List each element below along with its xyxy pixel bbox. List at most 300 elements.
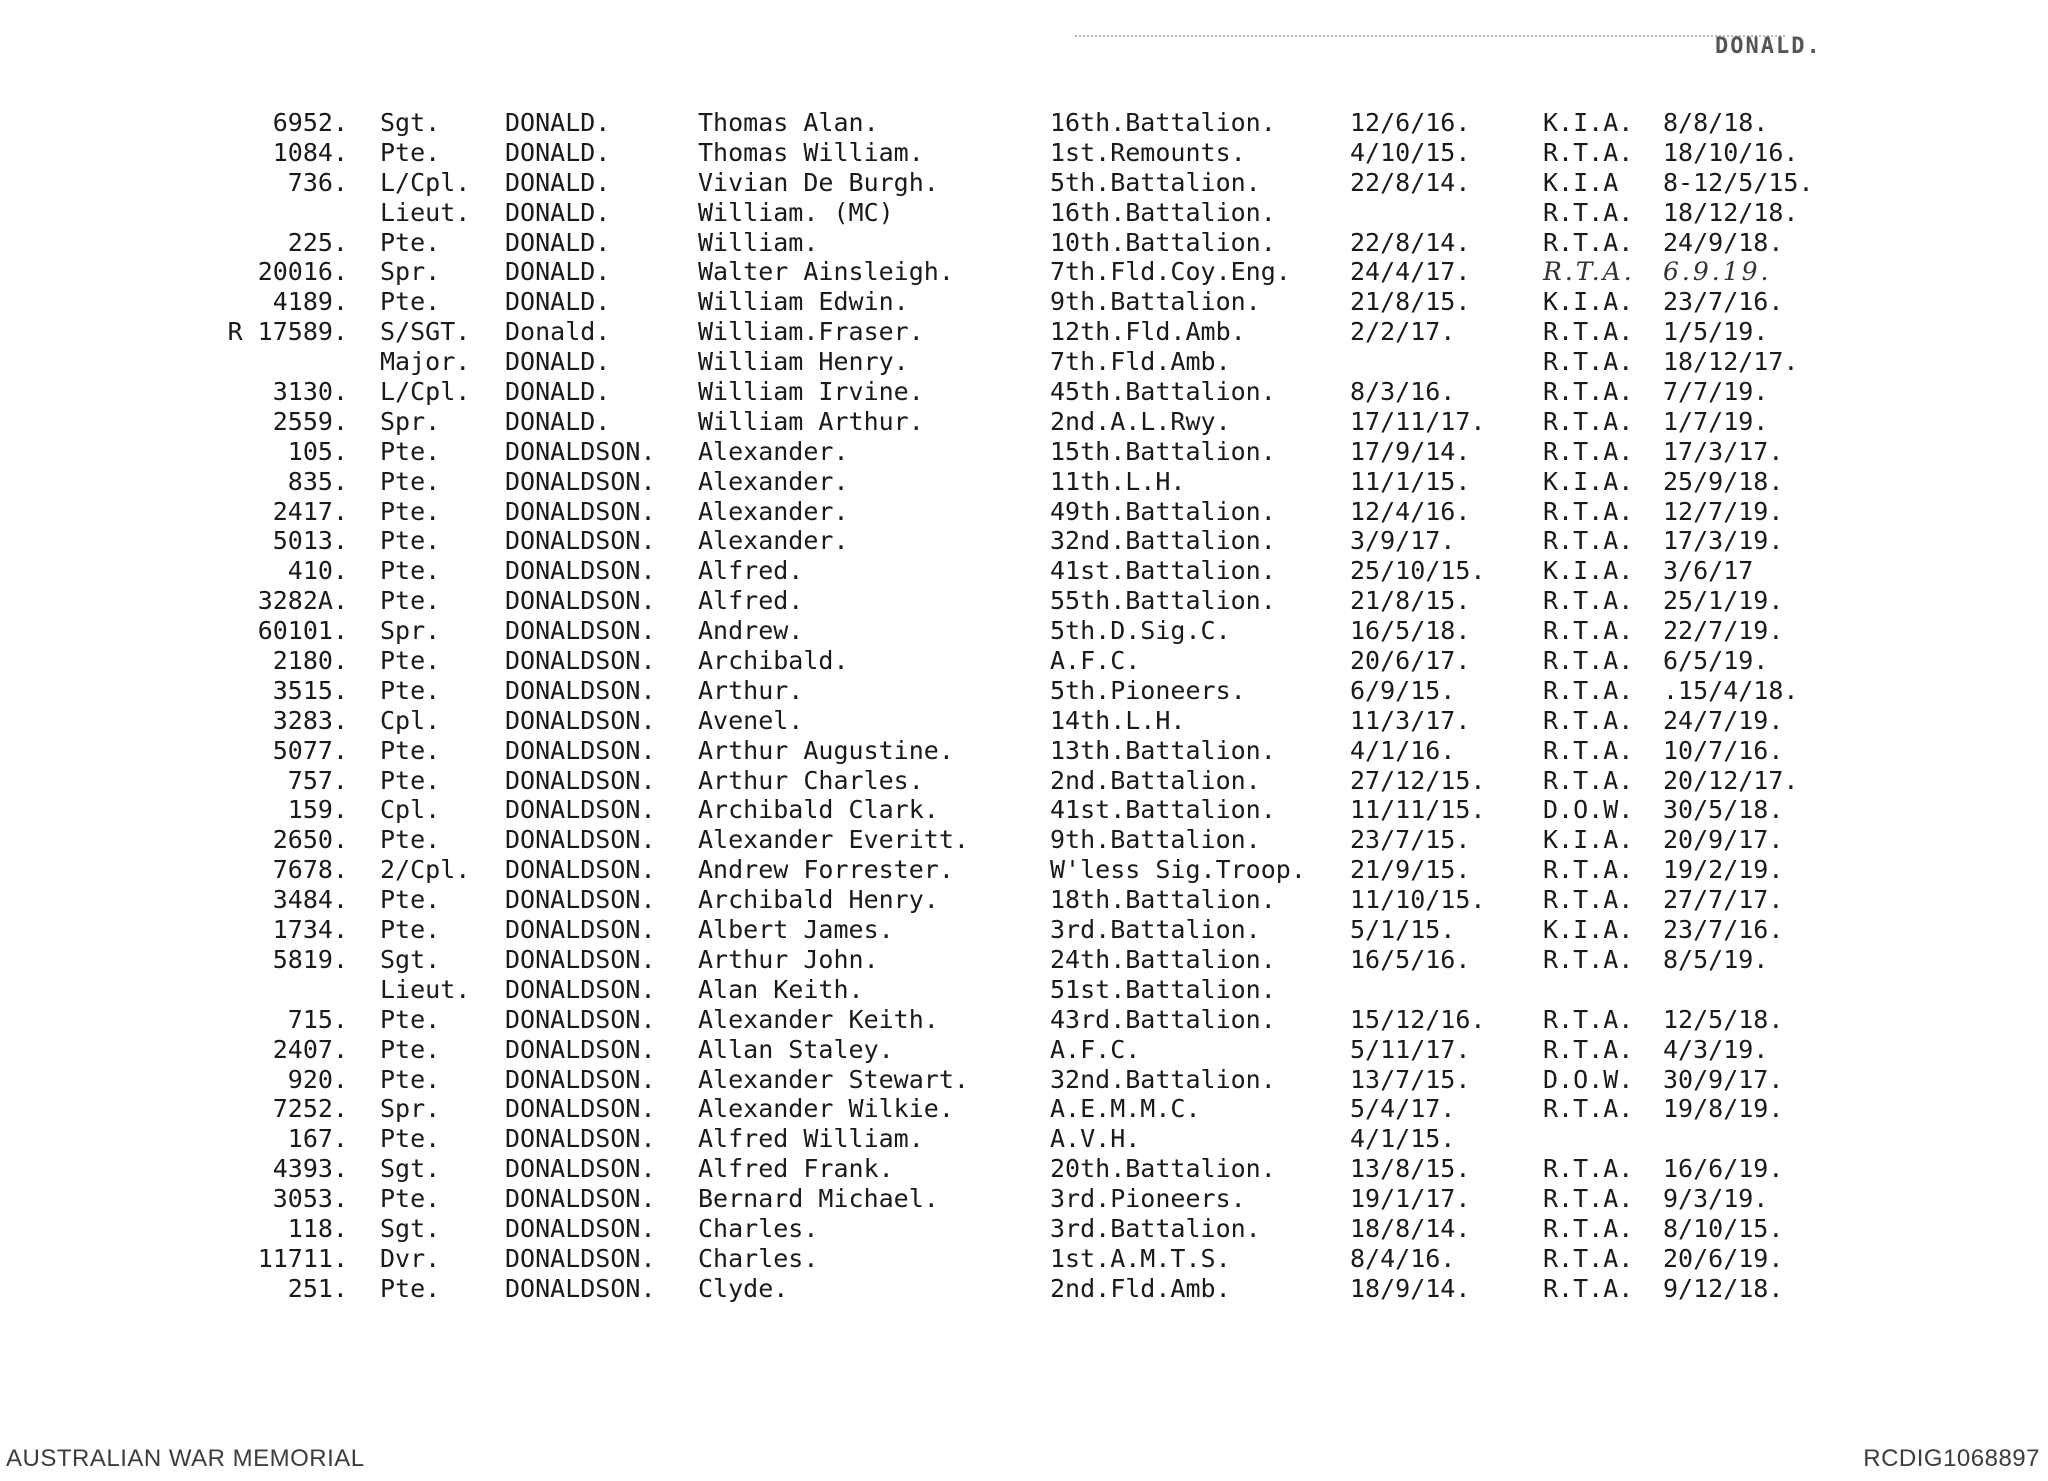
surname-cell: DONALD. [505,257,611,287]
surname-cell: DONALDSON. [505,795,656,825]
fate-cell: R.T.A. [1543,496,1634,526]
enlistment-date-cell: 19/1/17. [1350,1184,1471,1214]
given-names-cell: Arthur. [698,675,804,705]
surname-cell: DONALDSON. [505,466,656,496]
enlistment-date-cell: 12/6/16. [1350,108,1471,137]
unit-cell: 2nd.Battalion. [1050,765,1261,795]
fate-date-cell: 9/12/18. [1663,1273,1784,1303]
fate-date-cell: 24/9/18. [1663,227,1784,257]
fate-date-cell: 18/12/17. [1663,347,1799,377]
given-names-cell: Thomas Alan. [698,108,879,137]
service-number-cell: 2180. [272,646,348,676]
given-names-cell: Archibald. [698,646,849,676]
surname-tab: DONALD. [1715,34,1822,59]
service-number-cell: 736. [287,167,348,197]
table-row [0,1065,2048,1095]
unit-cell: 1st.A.M.T.S. [1050,1243,1231,1273]
fate-date-cell: 7/7/19. [1663,377,1769,407]
surname-cell: DONALDSON. [505,1124,656,1154]
surname-cell: DONALDSON. [505,705,656,735]
fate-date-cell: 17/3/19. [1663,526,1784,556]
service-number-cell: R 17589. [227,317,348,347]
enlistment-date-cell: 15/12/16. [1350,1004,1486,1034]
service-number-cell: 3053. [272,1184,348,1214]
given-names-cell: Albert James. [698,915,894,945]
surname-cell: DONALDSON. [505,1273,656,1303]
enlistment-date-cell: 25/10/15. [1350,556,1486,586]
rank-cell: Pte. [380,526,441,556]
enlistment-date-cell: 16/5/18. [1350,616,1471,646]
given-names-cell: Arthur Charles. [698,765,924,795]
rank-cell: Spr. [380,257,441,287]
unit-cell: 9th.Battalion. [1050,825,1261,855]
table-row [0,885,2048,915]
unit-cell: 24th.Battalion. [1050,944,1276,974]
fate-date-cell: 30/5/18. [1663,795,1784,825]
fate-date-cell: 23/7/16. [1663,915,1784,945]
service-number-cell: 5013. [272,526,348,556]
service-number-cell: 3484. [272,885,348,915]
enlistment-date-cell: 18/9/14. [1350,1273,1471,1303]
table-row [0,287,2048,317]
enlistment-date-cell: 13/7/15. [1350,1064,1471,1094]
enlistment-date-cell: 18/8/14. [1350,1213,1471,1243]
enlistment-date-cell: 22/8/14. [1350,227,1471,257]
fate-cell: R.T.A. [1543,227,1634,257]
enlistment-date-cell: 21/9/15. [1350,855,1471,885]
unit-cell: 41st.Battalion. [1050,556,1276,586]
service-number-cell: 2417. [272,496,348,526]
service-number-cell: 4393. [272,1154,348,1184]
surname-cell: DONALDSON. [505,646,656,676]
table-row [0,646,2048,676]
fate-cell: R.T.A. [1543,646,1634,676]
fate-date-cell: 17/3/17. [1663,436,1784,466]
rank-cell: Pte. [380,1034,441,1064]
rank-cell: Sgt. [380,944,441,974]
fate-cell: K.I.A. [1543,915,1634,945]
enlistment-date-cell: 23/7/15. [1350,825,1471,855]
fate-cell: R.T.A. [1543,855,1634,885]
fate-date-cell: 20/6/19. [1663,1243,1784,1273]
given-names-cell: Vivian De Burgh. [698,167,939,197]
fate-date-cell: .15/4/18. [1663,675,1799,705]
rank-cell: Pte. [380,466,441,496]
unit-cell: 12th.Fld.Amb. [1050,317,1246,347]
enlistment-date-cell: 6/9/15. [1350,675,1456,705]
surname-cell: DONALDSON. [505,974,656,1004]
fate-date-cell: 19/8/19. [1663,1094,1784,1124]
unit-cell: 15th.Battalion. [1050,436,1276,466]
service-number-cell: 410. [287,556,348,586]
rank-cell: Pte. [380,915,441,945]
surname-cell: DONALDSON. [505,675,656,705]
table-row [0,1274,2048,1304]
table-row [0,108,2048,138]
fate-cell: R.T.A. [1543,1034,1634,1064]
surname-cell: DONALDSON. [505,735,656,765]
fate-cell: R.T.A. [1543,406,1634,436]
rank-cell: Dvr. [380,1243,441,1273]
enlistment-date-cell: 2/2/17. [1350,317,1456,347]
surname-cell: DONALDSON. [505,915,656,945]
unit-cell: 43rd.Battalion. [1050,1004,1276,1034]
unit-cell: 55th.Battalion. [1050,586,1276,616]
service-number-cell: 757. [287,765,348,795]
fate-date-cell: 8/10/15. [1663,1213,1784,1243]
rank-cell: Major. [380,347,471,377]
service-number-cell: 159. [287,795,348,825]
fate-cell: R.T.A. [1543,436,1634,466]
fate-cell: K.I.A [1543,167,1619,197]
table-row [0,168,2048,198]
header-dotted-rule [1075,35,1785,37]
service-number-cell: 167. [287,1124,348,1154]
surname-cell: DONALD. [505,406,611,436]
table-row [0,437,2048,467]
service-number-cell: 715. [287,1004,348,1034]
fate-date-cell: 20/9/17. [1663,825,1784,855]
nominal-roll-list [0,108,2048,1304]
fate-cell: R.T.A. [1543,944,1634,974]
given-names-cell: William Irvine. [698,377,924,407]
given-names-cell: Alfred William. [698,1124,924,1154]
given-names-cell: William Edwin. [698,287,909,317]
table-row [0,1154,2048,1184]
rank-cell: Lieut. [380,974,471,1004]
rank-cell: Cpl. [380,705,441,735]
fate-cell: R.T.A. [1543,1094,1634,1124]
footer-institution: AUSTRALIAN WAR MEMORIAL [6,1445,365,1472]
fate-cell: R.T.A. [1543,705,1634,735]
surname-cell: DONALDSON. [505,1213,656,1243]
table-row [0,616,2048,646]
table-row [0,1214,2048,1244]
rank-cell: Spr. [380,1094,441,1124]
table-row [0,497,2048,527]
unit-cell: 2nd.A.L.Rwy. [1050,406,1231,436]
service-number-cell: 3282A. [257,586,348,616]
table-row [0,915,2048,945]
unit-cell: A.E.M.M.C. [1050,1094,1201,1124]
table-row [0,825,2048,855]
unit-cell: 16th.Battalion. [1050,197,1276,227]
unit-cell: 32nd.Battalion. [1050,1064,1276,1094]
table-row [0,945,2048,975]
unit-cell: 3rd.Battalion. [1050,915,1261,945]
given-names-cell: Andrew. [698,616,804,646]
unit-cell: 2nd.Fld.Amb. [1050,1273,1231,1303]
unit-cell: 5th.Pioneers. [1050,675,1246,705]
rank-cell: Pte. [380,1004,441,1034]
service-number-cell: 920. [287,1064,348,1094]
service-number-cell: 105. [287,436,348,466]
unit-cell: A.V.H. [1050,1124,1141,1154]
given-names-cell: Alfred. [698,586,804,616]
rank-cell: Pte. [380,825,441,855]
table-row [0,1005,2048,1035]
surname-cell: DONALD. [505,137,611,167]
table-row [0,676,2048,706]
table-row [0,1035,2048,1065]
unit-cell: 16th.Battalion. [1050,108,1276,137]
surname-cell: DONALDSON. [505,496,656,526]
unit-cell: 7th.Fld.Coy.Eng. [1050,257,1291,287]
service-number-cell: 3130. [272,377,348,407]
rank-cell: Pte. [380,1064,441,1094]
table-row [0,198,2048,228]
fate-cell: K.I.A. [1543,556,1634,586]
fate-date-cell: 18/12/18. [1663,197,1799,227]
fate-cell: K.I.A. [1543,825,1634,855]
enlistment-date-cell: 11/11/15. [1350,795,1486,825]
unit-cell: 9th.Battalion. [1050,287,1261,317]
fate-cell: R.T.A. [1543,1213,1634,1243]
rank-cell: 2/Cpl. [380,855,471,885]
enlistment-date-cell: 5/11/17. [1350,1034,1471,1064]
rank-cell: S/SGT. [380,317,471,347]
given-names-cell: William.Fraser. [698,317,924,347]
fate-date-cell: 24/7/19. [1663,705,1784,735]
given-names-cell: Alfred. [698,556,804,586]
given-names-cell: William Henry. [698,347,909,377]
table-row [0,975,2048,1005]
surname-cell: DONALDSON. [505,1154,656,1184]
surname-cell: DONALDSON. [505,436,656,466]
given-names-cell: Alexander Everitt. [698,825,969,855]
table-row [0,795,2048,825]
unit-cell: 14th.L.H. [1050,705,1186,735]
fate-date-cell: 8/5/19. [1663,944,1769,974]
rank-cell: L/Cpl. [380,167,471,197]
service-number-cell: 5077. [272,735,348,765]
service-number-cell: 20016. [257,257,348,287]
unit-cell: 49th.Battalion. [1050,496,1276,526]
fate-date-cell: 18/10/16. [1663,137,1799,167]
rank-cell: Pte. [380,586,441,616]
given-names-cell: Alexander Stewart. [698,1064,969,1094]
fate-cell: R.T.A. [1543,616,1634,646]
table-row [0,407,2048,437]
rank-cell: Spr. [380,616,441,646]
given-names-cell: Arthur Augustine. [698,735,954,765]
fate-cell: R.T.A. [1543,1184,1634,1214]
surname-cell: DONALDSON. [505,616,656,646]
fate-date-cell: 12/7/19. [1663,496,1784,526]
table-row [0,1184,2048,1214]
fate-cell: D.O.W. [1543,795,1634,825]
unit-cell: 51st.Battalion. [1050,974,1276,1004]
fate-date-cell: 16/6/19. [1663,1154,1784,1184]
fate-cell: R.T.A. [1543,586,1634,616]
rank-cell: L/Cpl. [380,377,471,407]
unit-cell: 32nd.Battalion. [1050,526,1276,556]
table-row [0,228,2048,258]
enlistment-date-cell: 20/6/17. [1350,646,1471,676]
surname-cell: DONALD. [505,347,611,377]
given-names-cell: Alexander. [698,526,849,556]
enlistment-date-cell: 11/10/15. [1350,885,1486,915]
service-number-cell: 835. [287,466,348,496]
surname-cell: DONALD. [505,197,611,227]
given-names-cell: Avenel. [698,705,804,735]
enlistment-date-cell: 4/1/16. [1350,735,1456,765]
fate-cell: R.T.A. [1543,377,1634,407]
table-row [0,1094,2048,1124]
fate-date-cell: 3/6/17 [1663,556,1754,586]
rank-cell: Pte. [380,1124,441,1154]
given-names-cell: Walter Ainsleigh. [698,257,954,287]
unit-cell: 5th.Battalion. [1050,167,1261,197]
fate-cell: R.T.A. [1543,137,1634,167]
rank-cell: Pte. [380,496,441,526]
fate-date-cell: 30/9/17. [1663,1064,1784,1094]
fate-date-cell: 19/2/19. [1663,855,1784,885]
unit-cell: 41st.Battalion. [1050,795,1276,825]
surname-cell: DONALDSON. [505,1094,656,1124]
fate-date-cell: 4/3/19. [1663,1034,1769,1064]
table-row [0,347,2048,377]
fate-cell: D.O.W. [1543,1064,1634,1094]
rank-cell: Sgt. [380,1154,441,1184]
fate-date-cell: 8/8/18. [1663,108,1769,137]
rank-cell: Lieut. [380,197,471,227]
unit-cell: 7th.Fld.Amb. [1050,347,1231,377]
given-names-cell: Clyde. [698,1273,789,1303]
unit-cell: 18th.Battalion. [1050,885,1276,915]
enlistment-date-cell: 4/1/15. [1350,1124,1456,1154]
fate-date-cell: 25/1/19. [1663,586,1784,616]
service-number-cell: 225. [287,227,348,257]
enlistment-date-cell: 4/10/15. [1350,137,1471,167]
rank-cell: Pte. [380,646,441,676]
given-names-cell: Archibald Henry. [698,885,939,915]
surname-cell: DONALDSON. [505,765,656,795]
service-number-cell: 3515. [272,675,348,705]
service-number-cell: 11711. [257,1243,348,1273]
unit-cell: 11th.L.H. [1050,466,1186,496]
surname-cell: DONALDSON. [505,944,656,974]
given-names-cell: Thomas William. [698,137,924,167]
table-row [0,377,2048,407]
fate-cell: K.I.A. [1543,466,1634,496]
rank-cell: Sgt. [380,108,441,137]
table-row [0,855,2048,885]
enlistment-date-cell: 3/9/17. [1350,526,1456,556]
given-names-cell: Charles. [698,1243,819,1273]
service-number-cell: 251. [287,1273,348,1303]
table-row [0,467,2048,497]
table-row [0,766,2048,796]
surname-cell: DONALD. [505,227,611,257]
service-number-cell: 5819. [272,944,348,974]
fate-date-cell: 1/5/19. [1663,317,1769,347]
surname-cell: DONALDSON. [505,1034,656,1064]
surname-cell: DONALDSON. [505,1064,656,1094]
service-number-cell: 6952. [272,108,348,137]
table-row [0,138,2048,168]
service-number-cell: 60101. [257,616,348,646]
unit-cell: 3rd.Battalion. [1050,1213,1261,1243]
surname-cell: DONALD. [505,377,611,407]
unit-cell: A.F.C. [1050,1034,1141,1064]
given-names-cell: Alexander Wilkie. [698,1094,954,1124]
service-number-cell: 2650. [272,825,348,855]
rank-cell: Sgt. [380,1213,441,1243]
enlistment-date-cell: 8/3/16. [1350,377,1456,407]
given-names-cell: William. (MC) [698,197,894,227]
rank-cell: Pte. [380,675,441,705]
enlistment-date-cell: 8/4/16. [1350,1243,1456,1273]
fate-cell: R.T.A. [1543,675,1634,705]
fate-date-cell: 6/5/19. [1663,646,1769,676]
fate-date-cell: 22/7/19. [1663,616,1784,646]
surname-cell: DONALDSON. [505,586,656,616]
fate-cell: R.T.A. [1543,885,1634,915]
enlistment-date-cell: 11/1/15. [1350,466,1471,496]
given-names-cell: William Arthur. [698,406,924,436]
service-number-cell: 2559. [272,406,348,436]
rank-cell: Pte. [380,137,441,167]
fate-date-cell: 8-12/5/15. [1663,167,1814,197]
fate-cell: R.T.A. [1543,1004,1634,1034]
surname-cell: DONALD. [505,287,611,317]
rank-cell: Cpl. [380,795,441,825]
enlistment-date-cell: 17/9/14. [1350,436,1471,466]
surname-cell: DONALDSON. [505,1243,656,1273]
enlistment-date-cell: 21/8/15. [1350,586,1471,616]
surname-cell: Donald. [505,317,611,347]
surname-cell: DONALDSON. [505,855,656,885]
fate-date-cell: 23/7/16. [1663,287,1784,317]
service-number-cell: 1734. [272,915,348,945]
table-row [0,586,2048,616]
given-names-cell: Alexander. [698,466,849,496]
fate-date-cell: 10/7/16. [1663,735,1784,765]
enlistment-date-cell: 13/8/15. [1350,1154,1471,1184]
surname-cell: DONALDSON. [505,526,656,556]
enlistment-date-cell: 16/5/16. [1350,944,1471,974]
rank-cell: Pte. [380,885,441,915]
fate-cell: R.T.A. [1543,197,1634,227]
fate-cell: K.I.A. [1543,287,1634,317]
rank-cell: Pte. [380,735,441,765]
table-row [0,736,2048,766]
rank-cell: Pte. [380,287,441,317]
rank-cell: Spr. [380,406,441,436]
given-names-cell: Archibald Clark. [698,795,939,825]
rank-cell: Pte. [380,227,441,257]
fate-date-cell: 9/3/19. [1663,1184,1769,1214]
table-row [0,1124,2048,1154]
fate-date-cell: 27/7/17. [1663,885,1784,915]
given-names-cell: Arthur John. [698,944,879,974]
given-names-cell: Alexander Keith. [698,1004,939,1034]
rank-cell: Pte. [380,1273,441,1303]
unit-cell: 10th.Battalion. [1050,227,1276,257]
fate-date-cell: 1/7/19. [1663,406,1769,436]
fate-cell: R.T.A. [1543,1273,1634,1303]
table-row [0,706,2048,736]
table-row [0,556,2048,586]
fate-date-cell: 6.9.19. [1663,257,1772,287]
surname-cell: DONALDSON. [505,885,656,915]
given-names-cell: Charles. [698,1213,819,1243]
enlistment-date-cell: 12/4/16. [1350,496,1471,526]
unit-cell: 45th.Battalion. [1050,377,1276,407]
fate-date-cell: 12/5/18. [1663,1004,1784,1034]
surname-cell: DONALD. [505,167,611,197]
